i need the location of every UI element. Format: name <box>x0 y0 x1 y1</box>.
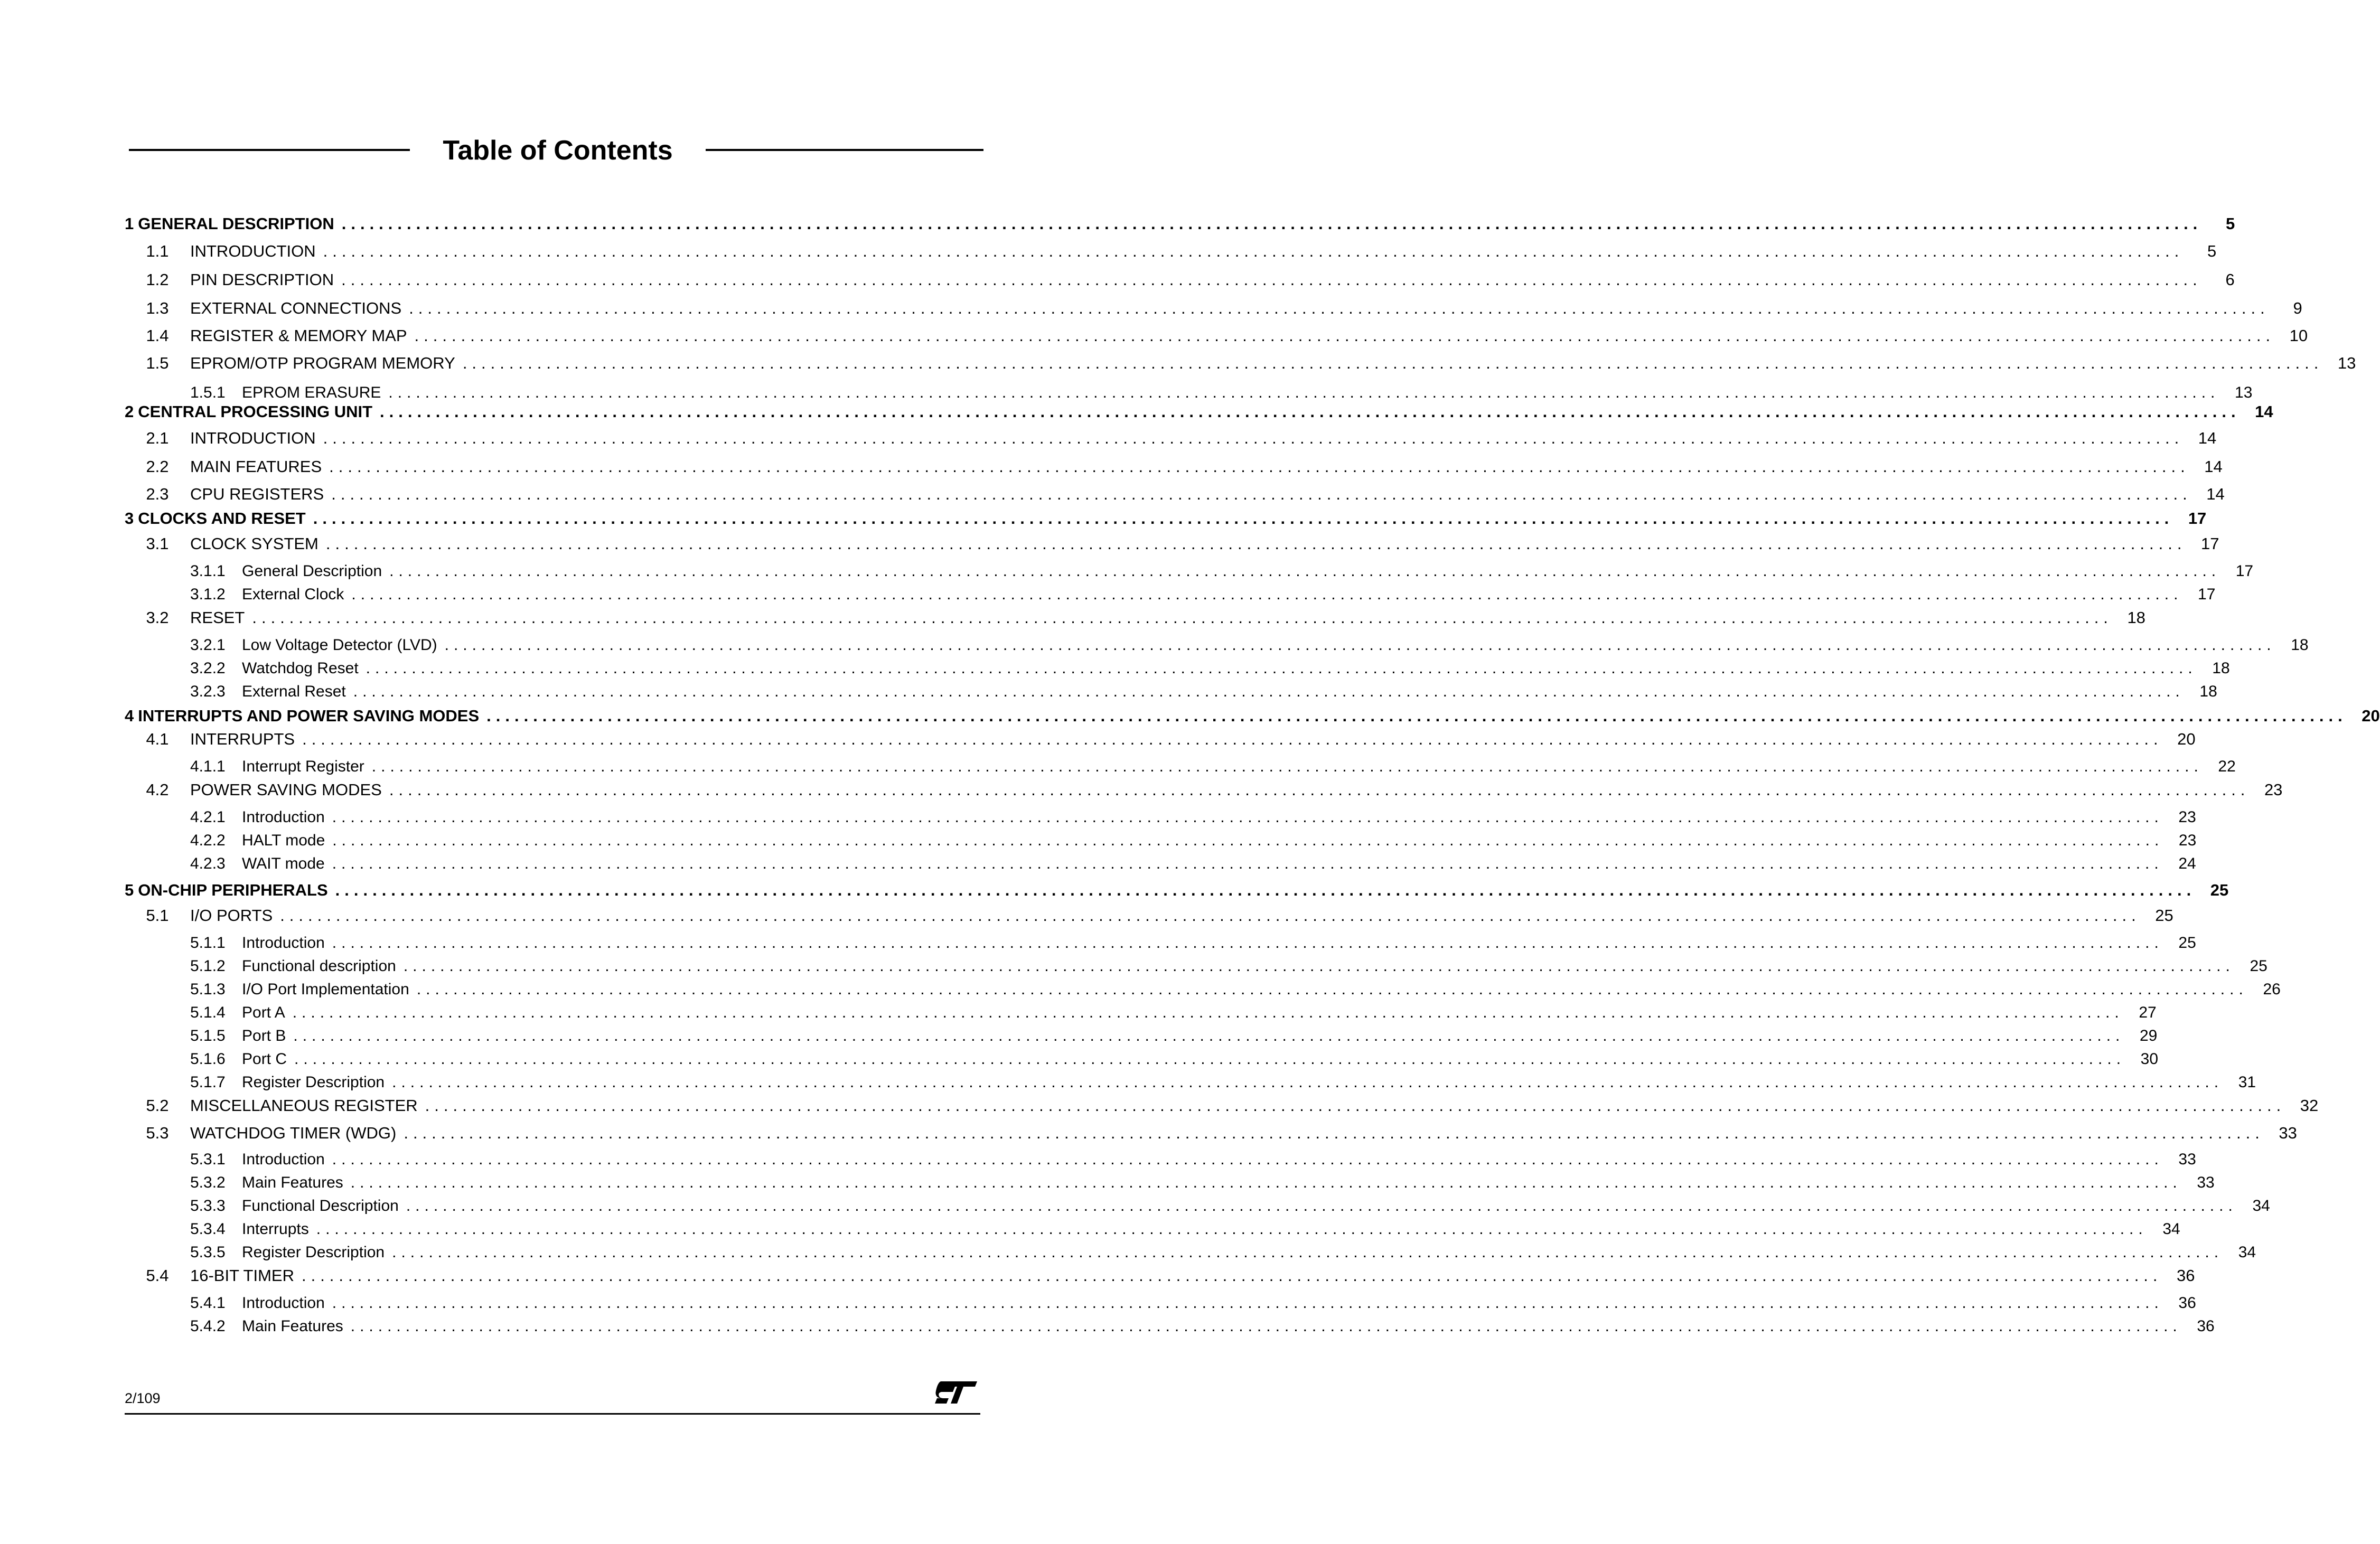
toc-entry-page: 36 <box>2197 1317 2215 1335</box>
toc-entry-number: 2 <box>125 402 134 421</box>
toc-entry-page: 20 <box>2362 707 2380 725</box>
toc-dot-leader: ........................................................................................................................................................................................................ <box>332 1294 2163 1312</box>
toc-entry-number: 1.5.1 <box>190 384 226 401</box>
toc-entry-number: 5.1.3 <box>190 981 226 998</box>
toc-entry-number: 4.2 <box>146 780 169 799</box>
toc-entry-number: 2.3 <box>146 485 169 503</box>
toc-entry-title: Interrupt Register <box>242 758 364 775</box>
toc-entry-title: CPU REGISTERS <box>190 485 324 503</box>
toc-entry-page: 5 <box>2207 242 2217 260</box>
toc-entry-title: Port A <box>242 1004 285 1021</box>
toc-entry[interactable] <box>125 704 2380 728</box>
toc-entry-number: 5.3.4 <box>190 1220 226 1238</box>
toc-entry-number: 5.3.5 <box>190 1244 226 1261</box>
toc-entry[interactable] <box>190 1048 2159 1071</box>
toc-dot-leader: ........................................................................................................................................................................................................ <box>332 934 2163 952</box>
toc-entry-page: 17 <box>2235 562 2254 580</box>
toc-entry[interactable] <box>125 268 2235 291</box>
toc-entry-title: CLOCKS AND RESET <box>138 509 306 528</box>
toc-dot-leader: ........................................................................................................................................................................................................ <box>313 509 2174 528</box>
toc-entry[interactable] <box>125 212 2235 236</box>
toc-entry[interactable] <box>125 455 2223 478</box>
toc-entry-page: 17 <box>2198 586 2216 603</box>
toc-dot-leader: ........................................................................................................................................................................................................ <box>406 1197 2237 1215</box>
toc-entry-number: 1.4 <box>146 326 169 345</box>
toc-entry-page: 27 <box>2139 1004 2157 1021</box>
toc-entry-title: INTERRUPTS AND POWER SAVING MODES <box>138 707 480 725</box>
toc-entry-number: 5.3.2 <box>190 1174 226 1191</box>
toc-entry-page: 18 <box>2291 636 2309 654</box>
toc-entry-number: 5.2 <box>146 1096 169 1115</box>
toc-entry[interactable] <box>125 324 2308 347</box>
toc-entry-title: EXTERNAL CONNECTIONS <box>190 299 402 317</box>
toc-entry-number: 5.3.3 <box>190 1197 226 1215</box>
toc-entry-title: Introduction <box>242 1294 325 1312</box>
toc-entry[interactable] <box>190 931 2196 955</box>
toc-entry-page: 20 <box>2177 730 2196 748</box>
toc-entry-title: Functional Description <box>242 1197 399 1215</box>
toc-dot-leader: ........................................................................................................................................................................................................ <box>302 730 2163 748</box>
toc-entry[interactable] <box>125 778 2283 802</box>
toc-entry-number: 1.5 <box>146 354 169 372</box>
toc-dot-leader: ........................................................................................................................................................................................................ <box>350 1317 2182 1335</box>
toc-entry-number: 1.1 <box>146 242 169 260</box>
toc-entry-page: 25 <box>2155 906 2173 925</box>
toc-dot-leader: ........................................................................................................................................................................................................ <box>444 636 2276 654</box>
toc-entry-page: 25 <box>2210 881 2229 899</box>
toc-entry-number: 5.4.2 <box>190 1317 226 1335</box>
toc-entry[interactable] <box>125 400 2273 423</box>
toc-entry-title: MISCELLANEOUS REGISTER <box>190 1096 418 1115</box>
toc-entry[interactable] <box>190 1071 2256 1094</box>
toc-entry[interactable] <box>190 1148 2196 1171</box>
toc-entry-page: 32 <box>2300 1096 2319 1115</box>
toc-entry[interactable] <box>190 1171 2215 1194</box>
toc-entry-page: 14 <box>2255 402 2273 421</box>
toc-entry-page: 36 <box>2177 1266 2195 1285</box>
toc-dot-leader: ........................................................................................................................................................................................................ <box>404 1124 2264 1142</box>
st-logo-icon <box>930 1378 980 1407</box>
toc-dot-leader: ........................................................................................................................................................................................................ <box>301 1266 2162 1285</box>
toc-dot-leader: ........................................................................................................................................................................................................ <box>292 1004 2124 1021</box>
toc-entry-number: 4.2.3 <box>190 855 226 872</box>
toc-entry-title: MAIN FEATURES <box>190 457 322 476</box>
toc-entry-page: 25 <box>2250 957 2267 975</box>
toc-entry[interactable] <box>190 955 2267 978</box>
toc-entry-number: 3.1.2 <box>190 586 226 603</box>
toc-entry-title: Watchdog Reset <box>242 660 359 677</box>
toc-dot-leader: ........................................................................................................................................................................................................ <box>350 1174 2182 1191</box>
toc-dot-leader: ........................................................................................................................................................................................................ <box>341 214 2203 233</box>
toc-entry-title: External Clock <box>242 586 344 603</box>
toc-entry-page: 34 <box>2162 1220 2180 1238</box>
toc-entry-title: WAIT mode <box>242 855 325 872</box>
toc-entry[interactable] <box>190 829 2197 852</box>
toc-entry-page: 17 <box>2200 534 2219 553</box>
toc-dot-leader: ........................................................................................................................................................................................................ <box>252 608 2113 627</box>
toc-dot-leader: ........................................................................................................................................................................................................ <box>332 1151 2163 1168</box>
toc-dot-leader: ........................................................................................................................................................................................................ <box>332 855 2163 872</box>
toc-entry-number: 5.4.1 <box>190 1294 226 1312</box>
toc-entry-title: Register Description <box>242 1244 385 1261</box>
toc-entry[interactable] <box>190 1024 2158 1048</box>
toc-entry-title: REGISTER & MEMORY MAP <box>190 326 407 345</box>
toc-entry[interactable] <box>125 297 2302 320</box>
toc-entry-number: 3.2 <box>146 608 169 627</box>
toc-dot-leader: ........................................................................................................................................................................................................ <box>409 299 2270 317</box>
toc-entry-page: 18 <box>2212 660 2230 677</box>
toc-entry-title: INTRODUCTION <box>190 429 316 447</box>
toc-entry[interactable] <box>125 1264 2195 1287</box>
toc-entry-title: Port B <box>242 1027 286 1044</box>
toc-entry-page: 23 <box>2178 832 2197 849</box>
toc-entry[interactable] <box>125 427 2217 450</box>
toc-dot-leader: ........................................................................................................................................................................................................ <box>331 485 2192 503</box>
toc-entry-number: 3.2.1 <box>190 636 226 654</box>
toc-entry-title: CLOCK SYSTEM <box>190 534 318 553</box>
toc-entry-title: EPROM/OTP PROGRAM MEMORY <box>190 354 455 372</box>
toc-entry-title: I/O Port Implementation <box>242 981 409 998</box>
toc-dot-leader: ........................................................................................................................................................................................................ <box>335 881 2196 899</box>
toc-entry-page: 34 <box>2252 1197 2270 1215</box>
toc-entry-page: 30 <box>2140 1050 2159 1068</box>
toc-entry-title: CENTRAL PROCESSING UNIT <box>138 402 373 421</box>
toc-entry-title: EPROM ERASURE <box>242 384 381 401</box>
toc-entry[interactable] <box>125 904 2173 927</box>
toc-entry[interactable] <box>190 806 2196 829</box>
toc-entry[interactable] <box>190 680 2217 703</box>
toc-entry-number: 5 <box>125 881 134 899</box>
toc-entry-title: Introduction <box>242 1151 325 1168</box>
toc-entry[interactable] <box>190 1001 2157 1024</box>
toc-entry-page: 18 <box>2199 683 2217 700</box>
toc-entry-title: External Reset <box>242 683 346 700</box>
toc-entry-number: 1 <box>125 214 134 233</box>
toc-dot-leader: ........................................................................................................................................................................................................ <box>486 707 2347 725</box>
toc-entry[interactable] <box>125 507 2207 530</box>
toc-dot-leader: ........................................................................................................................................................................................................ <box>371 758 2203 775</box>
toc-dot-leader: ........................................................................................................................................................................................................ <box>462 354 2323 372</box>
toc-entry-number: 5.1.5 <box>190 1027 226 1044</box>
toc-dot-leader: ........................................................................................................................................................................................................ <box>323 242 2184 260</box>
toc-entry-title: WATCHDOG TIMER (WDG) <box>190 1124 397 1142</box>
toc-entry-page: 23 <box>2178 808 2196 826</box>
toc-entry-page: 33 <box>2279 1124 2297 1142</box>
toc-entry-title: POWER SAVING MODES <box>190 780 382 799</box>
toc-entry[interactable] <box>190 657 2230 680</box>
toc-dot-leader: ........................................................................................................................................................................................................ <box>389 780 2250 799</box>
toc-entry-number: 1.3 <box>146 299 169 317</box>
toc-entry-page: 6 <box>2225 270 2235 289</box>
toc-dot-leader: ........................................................................................................................................................................................................ <box>403 957 2235 975</box>
toc-entry-title: Port C <box>242 1050 287 1068</box>
toc-entry-page: 13 <box>2337 354 2356 372</box>
toc-entry-title: PIN DESCRIPTION <box>190 270 334 289</box>
toc-entry-page: 26 <box>2263 981 2281 998</box>
toc-entry-number: 3 <box>125 509 134 528</box>
toc-entry-page: 36 <box>2178 1294 2196 1312</box>
toc-entry-page: 18 <box>2127 608 2145 627</box>
toc-entry-number: 5.1.6 <box>190 1050 226 1068</box>
toc-dot-leader: ........................................................................................................................................................................................................ <box>325 534 2187 553</box>
toc-entry-page: 9 <box>2293 299 2302 317</box>
toc-entry-number: 4.2.2 <box>190 832 226 849</box>
toc-entry-title: INTERRUPTS <box>190 730 295 748</box>
toc-entry-title: I/O PORTS <box>190 906 273 925</box>
toc-entry-title: Functional description <box>242 957 396 975</box>
toc-entry[interactable] <box>190 978 2281 1001</box>
toc-entry-number: 3.2.2 <box>190 660 226 677</box>
toc-dot-leader: ........................................................................................................................................................................................................ <box>366 660 2197 677</box>
toc-entry[interactable] <box>190 755 2236 778</box>
toc-dot-leader: ........................................................................................................................................................................................................ <box>332 808 2163 826</box>
toc-entry-page: 17 <box>2188 509 2207 528</box>
toc-dot-leader: ........................................................................................................................................................................................................ <box>323 429 2184 447</box>
toc-entry[interactable] <box>190 1315 2215 1338</box>
toc-entry-title: Introduction <box>242 808 325 826</box>
toc-entry-title: HALT mode <box>242 832 325 849</box>
toc-entry-page: 10 <box>2289 326 2308 345</box>
toc-entry[interactable] <box>190 852 2196 875</box>
toc-entry[interactable] <box>125 352 2356 375</box>
toc-entry[interactable] <box>190 1218 2180 1241</box>
toc-entry[interactable] <box>125 606 2145 629</box>
page-number: 2/109 <box>125 1390 161 1406</box>
toc-entry[interactable] <box>125 879 2229 902</box>
toc-dot-leader: ........................................................................................................................................................................................................ <box>280 906 2141 925</box>
toc-dot-leader: ........................................................................................................................................................................................................ <box>351 586 2183 603</box>
toc-dot-leader: ........................................................................................................................................................................................................ <box>392 1074 2224 1091</box>
toc-entry-page: 14 <box>2204 457 2223 476</box>
toc-entry-number: 5.4 <box>146 1266 169 1285</box>
toc-dot-leader: ........................................................................................................................................................................................................ <box>341 270 2202 289</box>
toc-entry-title: Main Features <box>242 1317 343 1335</box>
toc-entry-page: 33 <box>2178 1151 2196 1168</box>
toc-dot-leader: ........................................................................................................................................................................................................ <box>392 1244 2224 1261</box>
toc-entry-page: 23 <box>2264 780 2283 799</box>
toc-entry-number: 2.2 <box>146 457 169 476</box>
toc-entry-number: 5.3 <box>146 1124 169 1142</box>
toc-entry-page: 33 <box>2197 1174 2215 1191</box>
toc-dot-leader: ........................................................................................................................................................................................................ <box>353 683 2185 700</box>
toc-entry[interactable] <box>190 634 2309 657</box>
toc-entry-page: 14 <box>2206 485 2225 503</box>
toc-entry-title: GENERAL DESCRIPTION <box>138 214 334 233</box>
toc-entry[interactable] <box>190 583 2216 606</box>
toc-entry-page: 34 <box>2238 1244 2256 1261</box>
toc-entry-title: Low Voltage Detector (LVD) <box>242 636 437 654</box>
toc-entry-title: Introduction <box>242 934 325 952</box>
toc-entry-number: 3.1.1 <box>190 562 226 580</box>
toc-entry-page: 29 <box>2140 1027 2158 1044</box>
toc-dot-leader: ........................................................................................................................................................................................................ <box>380 402 2241 421</box>
toc-dot-leader: ........................................................................................................................................................................................................ <box>332 832 2164 849</box>
toc-entry-title: ON-CHIP PERIPHERALS <box>138 881 328 899</box>
toc-dot-leader: ........................................................................................................................................................................................................ <box>316 1220 2148 1238</box>
toc-entry-page: 25 <box>2178 934 2196 952</box>
toc-entry-page: 14 <box>2198 429 2217 447</box>
toc-entry-number: 5.1.7 <box>190 1074 226 1091</box>
toc-entry-page: 24 <box>2178 855 2196 872</box>
toc-dot-leader: ........................................................................................................................................................................................................ <box>425 1096 2286 1115</box>
toc-dot-leader: ........................................................................................................................................................................................................ <box>293 1027 2125 1044</box>
toc-entry[interactable] <box>190 1194 2270 1218</box>
toc-entry-number: 4.1 <box>146 730 169 748</box>
toc-entry-title: General Description <box>242 562 382 580</box>
toc-entry-title: INTRODUCTION <box>190 242 316 260</box>
footer-rule <box>125 1413 980 1415</box>
toc-dot-leader: ........................................................................................................................................................................................................ <box>414 326 2275 345</box>
toc-entry-title: RESET <box>190 608 245 627</box>
toc-entry-number: 4.1.1 <box>190 758 226 775</box>
toc-entry-number: 4 <box>125 707 134 725</box>
page-title: Table of Contents <box>443 135 673 166</box>
toc-entry-number: 3.2.3 <box>190 683 226 700</box>
toc-entry[interactable] <box>190 1241 2256 1264</box>
toc-entry-number: 4.2.1 <box>190 808 226 826</box>
toc-entry-page: 31 <box>2238 1074 2256 1091</box>
toc-entry[interactable] <box>190 560 2254 583</box>
toc-entry-number: 5.1.1 <box>190 934 226 952</box>
toc-entry-title: 16-BIT TIMER <box>190 1266 294 1285</box>
toc-entry-number: 1.2 <box>146 270 169 289</box>
toc-dot-leader: ........................................................................................................................................................................................................ <box>389 562 2221 580</box>
toc-dot-leader: ........................................................................................................................................................................................................ <box>294 1050 2126 1068</box>
toc-entry-title: Interrupts <box>242 1220 309 1238</box>
toc-entry-number: 3.1 <box>146 534 169 553</box>
toc-entry-number: 5.3.1 <box>190 1151 226 1168</box>
toc-entry-title: Main Features <box>242 1174 343 1191</box>
toc-entry[interactable] <box>125 1094 2319 1117</box>
toc-entry-page: 13 <box>2235 384 2253 401</box>
toc-dot-leader: ........................................................................................................................................................................................................ <box>416 981 2248 998</box>
toc-entry[interactable] <box>125 728 2196 751</box>
toc-dot-leader: ........................................................................................................................................................................................................ <box>388 384 2220 401</box>
toc-entry-page: 5 <box>2226 214 2235 233</box>
toc-entry-number: 5.1.2 <box>190 957 226 975</box>
toc-entry-number: 5.1.4 <box>190 1004 226 1021</box>
toc-entry-number: 5.1 <box>146 906 169 925</box>
toc-entry[interactable] <box>125 532 2219 556</box>
toc-entry-number: 2.1 <box>146 429 169 447</box>
toc-dot-leader: ........................................................................................................................................................................................................ <box>329 457 2190 476</box>
toc-entry[interactable] <box>125 1122 2297 1145</box>
toc-entry[interactable] <box>190 1292 2196 1315</box>
toc-entry-page: 22 <box>2218 758 2236 775</box>
toc-entry-title: Register Description <box>242 1074 385 1091</box>
toc-entry[interactable] <box>125 240 2217 263</box>
toc-entry[interactable] <box>125 483 2225 506</box>
